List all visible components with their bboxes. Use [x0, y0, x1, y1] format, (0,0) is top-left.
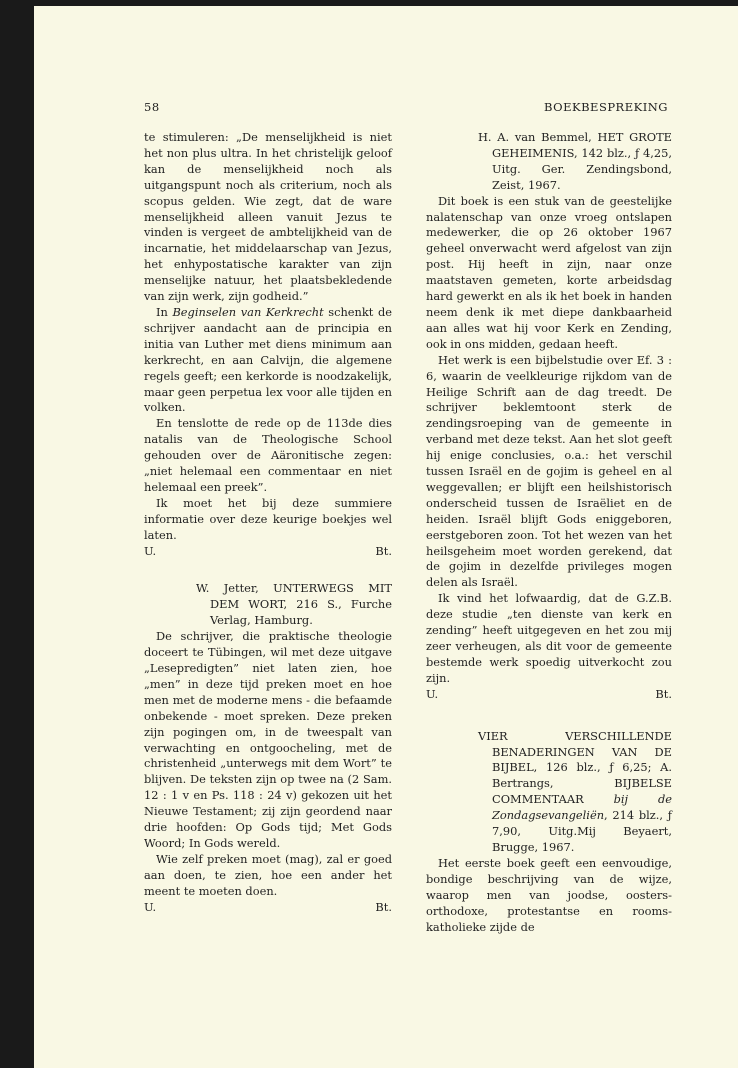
- review-signature: U. Bt.: [144, 543, 392, 558]
- review-signature: U. Bt.: [426, 686, 672, 701]
- book-citation: H. A. van Bemmel, HET GROTE GEHEIMENIS, 142 blz., ƒ 4,25, Uitg. Ger. Zendingsbond, Zeist, 1967.: [478, 130, 672, 192]
- book-citation: VIER VERSCHILLENDE BENADERINGEN VAN DE BIJBEL, 126 blz., ƒ 6,25; A. Bertrangs, BIJBELSE COMMENTAAR bij de Zondagsevangeliën, 214 blz., ƒ 7,90, Uitg.Mij Beyaert, Brugge, 1967.: [478, 728, 672, 854]
- paragraph: Ik vind het lofwaardig, dat de G.Z.B. deze studie „ten dienste van kerk en zending” heeft uitgegeven en het zou mij zeer verheugen, als dit voor de gemeente bestemde werk spoedig uitverkocht zou zijn.: [426, 591, 672, 685]
- paragraph: In Beginselen van Kerkrecht schenkt de schrijver aandacht aan de principia en initia van Luther met diens minimum aan kerkrecht, en aan Calvijn, die algemene regels geeft; een kerkorde is noodzakelijk, maar geen perpetua lex voor alle tijden en volken.: [144, 304, 392, 415]
- right-column: [426, 130, 672, 935]
- paragraph: De schrijver, die praktische theologie doceert te Tübingen, wil met deze uitgave „Lesepredigten” niet laten zien, hoe „men” in deze tijd preken moet en hoe men met de moderne mens - die befaamde onbekende - moet spreken. Deze preken zijn pogingen om, in de tweespalt van verwachting en ontgoocheling, met de christenheid „unterwegs mit dem Wort” te blijven. De teksten zijn op twee na (2 Sam. 12 : 1 v en Ps. 118 : 24 v) gekozen uit het Nieuwe Testament; zij zijn geordend naar drie hoofden: Op Gods tijd; Met Gods Woord; In Gods wereld.: [144, 629, 392, 850]
- review-signature: U. Bt.: [144, 899, 392, 914]
- book-title: Beginselen van Kerkrecht: [172, 304, 324, 319]
- left-column: [144, 130, 392, 916]
- paragraph: Wie zelf preken moet (mag), zal er goed aan doen, te zien, hoe een ander het meent te moeten doen.: [144, 851, 392, 898]
- scanned-page: [34, 6, 738, 1068]
- running-title: BOEKBESPREKING: [544, 100, 668, 114]
- page-number: 58: [144, 100, 160, 114]
- paragraph: Het eerste boek geeft een eenvoudige, bondige beschrijving van de wijze, waarop men van joodse, oosters-orthodoxe, protestantse en rooms-katholieke zijde de: [426, 855, 672, 934]
- paragraph: Ik moet het bij deze summiere informatie over deze keurige boekjes wel laten.: [144, 495, 392, 542]
- book-citation: W. Jetter, UNTERWEGS MIT DEM WORT, 216 S., Furche Verlag, Hamburg.: [196, 581, 392, 628]
- paragraph: En tenslotte de rede op de 113de dies natalis van de Theologische School gehouden over de Aäronitische zegen: „niet helemaal een commentaar en niet helemaal een preek”.: [144, 416, 392, 494]
- paragraph: Het werk is een bijbelstudie over Ef. 3 : 6, waarin de veelkleurige rijkdom van de Heilige Schrift aan de dag treedt. De schrijver beklemtoont sterk de zendingsroeping van de gemeente in verband met deze tekst. Aan het slot geeft hij enige conclusies, o.a.: het verschil tussen Israël en de gojim is geheel en al weggevallen; er blijft een heilshistorisch onderscheid tussen de Israëliet en de heiden. Israël blijft Gods eniggeboren, eerstgeboren zoon. Tot het wezen van het heilsgeheim moet worden gerekend, dat de gojim in dezelfde privileges mogen delen als Israël.: [426, 352, 672, 590]
- paragraph: te stimuleren: „De menselijkheid is niet het non plus ultra. In het christelijk geloof kan de menselijkheid noch als uitgangspunt noch als criterium, noch als scopus gelden. Wie zegt, dat de ware menselijkheid alleen vanuit Jezus te vinden is vergeet de ambtelijkheid van de incarnatie, het middelaarschap van Jezus, het enhypostatische karakter van zijn menselijke natuur, het plaatsbekledende van zijn werk, zijn godheid.”: [144, 130, 392, 304]
- paragraph: Dit boek is een stuk van de geestelijke nalatenschap van onze vroeg ontslapen medewerker, die op 26 oktober 1967 geheel onverwacht werd afgelost van zijn post. Hij heeft in zijn, naar onze maatstaven gemeten, korte arbeidsdag hard gewerkt en als ik het boek in handen neem denk ik met diepe dankbaarheid aan alles wat hij voor Kerk en Zending, ook in ons midden, gedaan heeft.: [426, 193, 672, 351]
